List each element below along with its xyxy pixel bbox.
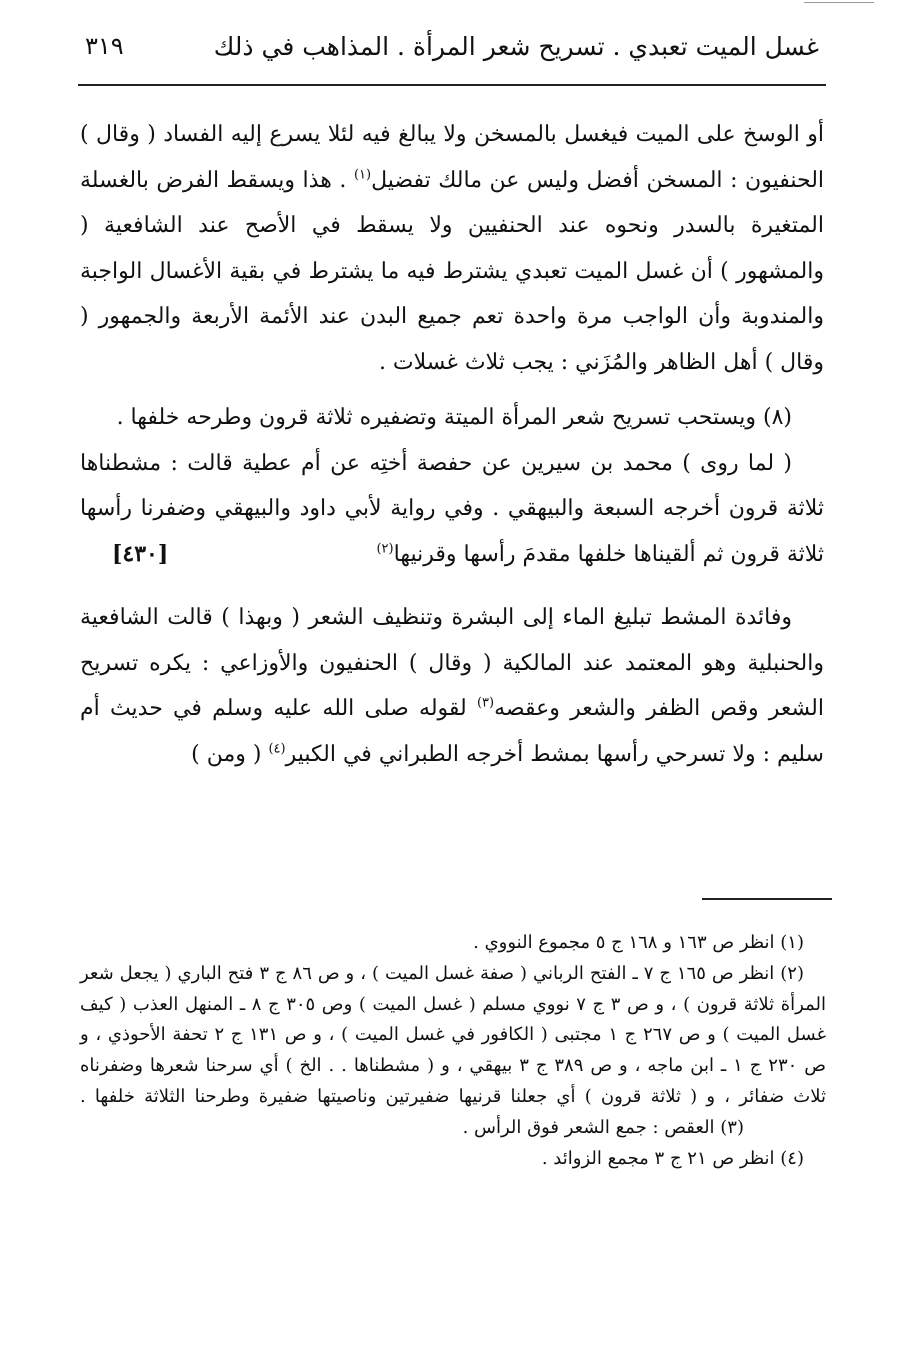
footnote-ref-3: (٣) <box>476 695 495 711</box>
page-number: ٣١٩ <box>85 32 124 60</box>
paragraph-1-cont: . هذا ويسقط الفرض بالغسلة المتغيرة بالسدر ونحوه عند الحنفيين ولا يسقط في الأصح عند الشافعية ( والمشهور ) أن غسل الميت تعبدي يشترط فيه ما يشترط في بقية الأغسال الواجبة والمندوبة وأن الواجب مرة واحدة تعم جميع البدن عند الأئمة الأربعة والجمهور ( وقال ) أهل الظاهر والمُزَني : يجب ثلاث غسلات . <box>80 167 824 375</box>
header-rule <box>78 84 826 86</box>
paragraph-1-text: أو الوسخ على الميت فيغسل بالمسخن ولا يبالغ فيه لئلا يسرع إليه الفساد ( وقال ) الحنفيون : المسخن أفضل وليس عن مالك تفضيل <box>80 122 825 193</box>
footnote-3: (٣) العقص : جمع الشعر فوق الرأس . <box>462 1116 744 1138</box>
footnote-1: (١) انظر ص ١٦٣ و ١٦٨ ج ٥ مجموع النووي . <box>473 932 804 953</box>
footnote-ref-2: (٢) <box>376 541 394 557</box>
paragraph-3-text: ( لما روى ) محمد بن سيرين عن حفصة أختِه عن أم عطية قالت : مشطناها ثلاثة قرون أخرجه السبعة والبيهقي . وفي رواية لأبي داود والبيهقي وضفرنا رأسها ثلاثة قرون ثم ألقيناها خلفها مقدمَ رأسها وقرنيها <box>80 450 824 567</box>
paragraph-4 <box>80 595 824 777</box>
header-title: غسل الميت تعبدي . تسريح شعر المرأة . المذاهب في ذلك <box>213 31 819 61</box>
footnote-2-text: (٢) انظر ص ١٦٥ ج ٧ ـ الفتح الرباني ( صفة غسل الميت ) ، و ص ٨٦ ج ٣ فتح الباري ( يجعل شعر المرأة ثلاثة قرون ) ، و ص ٣ ج ٧ نووي مسلم ( غسل الميت ) وص ٣٠٥ ج ٨ ـ المنهل العذب ( كيف غسل الميت ) و ص ٢٦٧ ج ١ مجتبى ( الكافور في غسل الميت ) ، و ص ١٣١ ج ٢ تحفة الأحوذي ، و ص ٢٣٠ ج ١ ـ ابن ماجه ، و ص ٣٨٩ ج ٣ بيهقي ، و ( مشطناها . . الخ ) أي سرحنا شعرها وضفرناه ثلاث ضفائر ، و ( ثلاثة قرون ) أي جعلنا قرنيها ضفيرتين وناصيتها ضفيرة وطرحنا الثلاثة خلفها . <box>80 962 827 1107</box>
footnote-ref-4: (٤) <box>268 741 286 757</box>
running-header <box>85 22 819 70</box>
paragraph-1 <box>80 112 824 385</box>
paragraph-4-end: ( ومن ) <box>191 741 262 767</box>
paragraph-2 <box>80 395 824 441</box>
paragraph-2-text: (٨) ويستحب تسريح شعر المرأة الميتة وتضفيره ثلاثة قرون وطرحه خلفها . <box>116 405 792 430</box>
footnote-rule <box>702 898 832 900</box>
main-text <box>80 112 824 777</box>
footnote-4: (٤) انظر ص ٢١ ج ٣ مجمع الزوائد . <box>541 1147 804 1169</box>
footnotes <box>80 928 826 1174</box>
paragraph-4-cont: لقوله صلى الله عليه وسلم في حديث أم سليم : ولا تسرحي رأسها بمشط أخرجه الطبراني في الكبير <box>80 696 824 767</box>
margin-hadith-number: [٤٣٠] <box>112 540 169 567</box>
footnote-ref-1: (١) <box>353 167 372 183</box>
corner-rule <box>804 2 874 3</box>
footnote-2 <box>80 959 826 1144</box>
paragraph-3 <box>80 441 824 578</box>
paragraph-4-text: وفائدة المشط تبليغ الماء إلى البشرة وتنظيف الشعر ( وبهذا ) قالت الشافعية والحنبلية وهو المعتمد عند المالكية ( وقال ) الحنفيون والأوزاعي : يكره تسريح الشعر وقص الظفر والشعر وعقصه <box>80 605 824 721</box>
